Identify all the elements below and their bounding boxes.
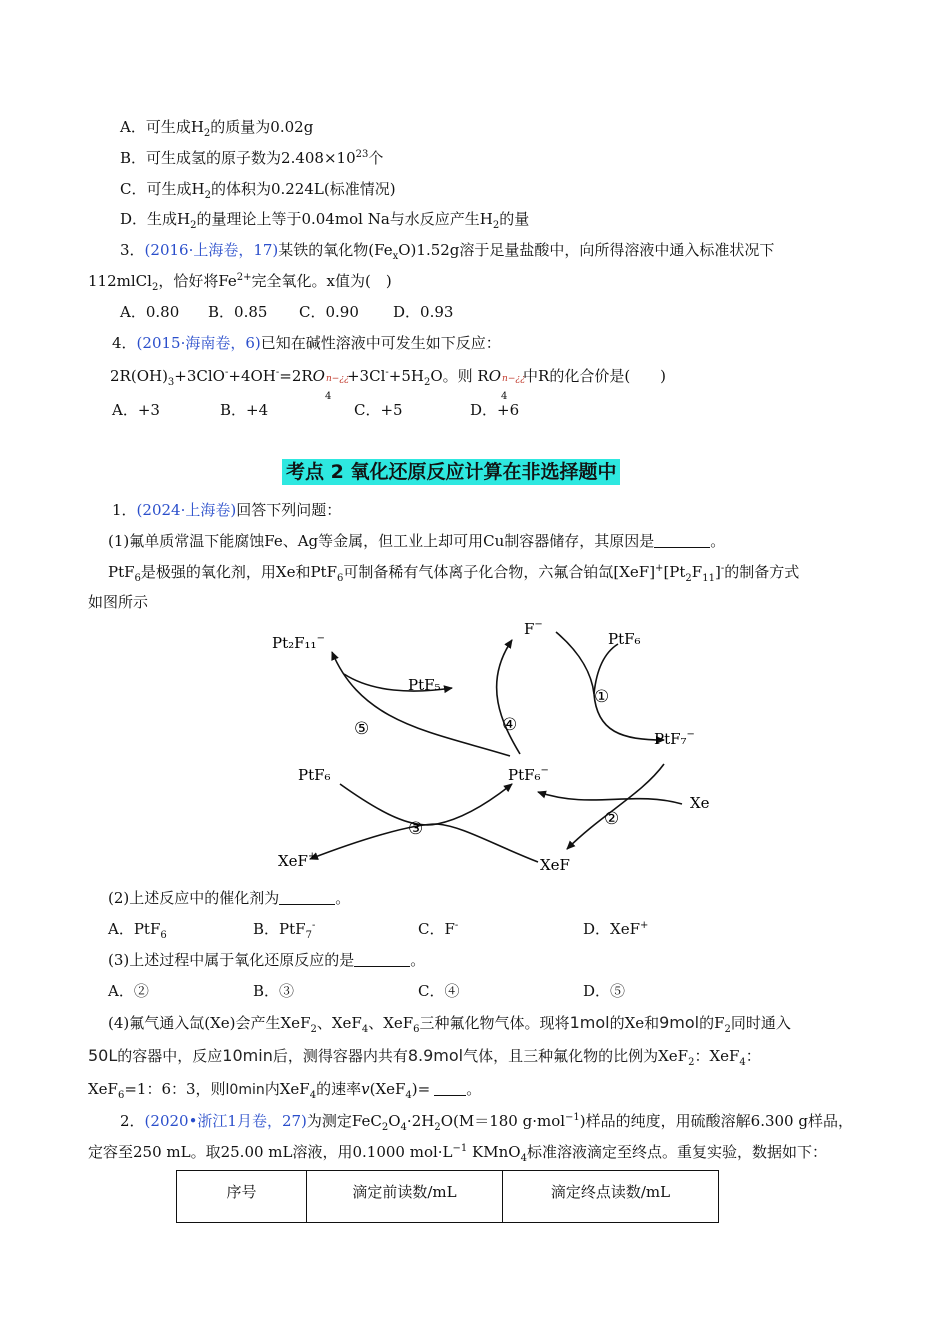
table-header-cell: 滴定终点读数/mL xyxy=(503,1171,719,1223)
arrow-4 xyxy=(497,640,520,754)
answer-blank[interactable] xyxy=(354,952,410,967)
label-circle-2: ② xyxy=(604,809,620,829)
label-pt2f11: Pt₂F₁₁− xyxy=(272,633,325,652)
label-ptf6-center: PtF₆− xyxy=(508,765,549,784)
problem-1-part-4-cont: 50L的容器中，反应10min后，测得容器内共有8.9mol气体，且三种氟化物的比例为XeF$_2$：XeF$_4$： xyxy=(88,1046,761,1068)
question-4: 4．(2015·海南卷，6)已知在碱性溶液中可发生如下反应： xyxy=(112,334,501,352)
arrow-2 xyxy=(538,792,682,804)
label-xef-plus: XeF+ xyxy=(278,851,317,870)
problem-1-intro-cont: 如图所示 xyxy=(88,593,149,611)
option-d: D．生成$H_2$的量理论上等于0.04mol Na与水反应产生$H_2$的量 xyxy=(120,210,530,231)
question-source: (2016·上海卷，17) xyxy=(144,241,279,259)
problem-1-part-4: (4)氟气通入氙(Xe)会产生XeF$_2$、XeF$_4$、XeF$_6$三种氟化物气体。现将1mol的Xe和9mol的$F_2$同时通入 xyxy=(108,1013,791,1035)
arrow-2-branch xyxy=(567,764,664,849)
reaction-cycle-diagram xyxy=(262,614,732,876)
label-ptf7: PtF₇− xyxy=(654,729,695,748)
problem-1-intro: PtF$_6$是极强的氧化剂，用Xe和PtF$_6$可制备稀有气体离子化合物，六氟合铂氙$[XeF]^+[Pt_2F_{11}]^-$的制备方式 xyxy=(108,563,800,584)
label-circle-3: ③ xyxy=(408,819,424,839)
label-ptf5: PtF₅ xyxy=(408,676,441,694)
problem-2-cont: 定容至250 mL。取25.00 mL溶液，用0.1000 $mol\cdot L^{-1}$ KMnO$_4$标准溶液滴定至终点。重复实验，数据如下： xyxy=(88,1143,827,1164)
label-xef: XeF xyxy=(540,856,570,874)
problem-1: 1．(2024·上海卷)回答下列问题： xyxy=(112,501,342,519)
answer-blank[interactable] xyxy=(279,890,335,905)
label-ptf6-top: PtF₆ xyxy=(608,630,641,648)
problem-1-part-3: (3)上述过程中属于氧化还原反应的是 。 xyxy=(108,951,426,969)
label-circle-5: ⑤ xyxy=(354,719,370,739)
question-source: (2024·上海卷) xyxy=(136,501,237,519)
label-f-minus: F− xyxy=(524,619,543,638)
label-ptf6-left: PtF₆ xyxy=(298,766,331,784)
section-heading: 考点 2 氧化还原反应计算在非选择题中 xyxy=(282,459,620,485)
question-3-cont: 112mlCl$_2$，恰好将$Fe^{2+}$完全氧化。x值为( ) xyxy=(88,272,392,293)
option-b: B．可生成氢的原子数为$2.408\times 10^{23}$个 xyxy=(120,149,384,167)
label-circle-1: ① xyxy=(594,687,610,707)
titration-table xyxy=(176,1170,719,1223)
label-xe: Xe xyxy=(690,794,710,812)
arrow-1-f xyxy=(556,632,594,694)
question-3: 3．(2016·上海卷，17)某铁的氧化物$(Fe_xO)1.52g$溶于足量盐酸中，向所得溶液中通入标准状况下 xyxy=(120,241,775,262)
question-4-equation: $2R(OH)_3+3ClO^-+4OH^-=2RO$ 4 n−¿¿ $+3Cl^-+5H_2O$。则 RO 4 n−¿¿ 中R的化合价是( ) xyxy=(110,367,667,402)
problem-1-part-2: (2)上述反应中的催化剂为 。 xyxy=(108,889,351,907)
arrow-3-top xyxy=(340,784,512,825)
answer-blank[interactable] xyxy=(654,533,710,548)
option-a: A．可生成$H_2$的质量为0.02g xyxy=(120,118,314,139)
label-circle-4: ④ xyxy=(502,715,518,735)
answer-blank[interactable] xyxy=(434,1081,466,1096)
question-source: (2015·海南卷，6) xyxy=(136,334,261,352)
table-header-cell: 序号 xyxy=(177,1171,307,1223)
question-source: (2020•浙江1月卷，27) xyxy=(144,1112,307,1130)
arrow-3-bottom xyxy=(310,824,538,862)
option-c: C．可生成$H_2$的体积为0.224L(标准情况) xyxy=(120,180,396,201)
table-header-cell: 滴定前读数/mL xyxy=(307,1171,503,1223)
problem-1-part-4-cont2: XeF$_6$=1：6：3，则l0min内XeF$_4$的速率v(XeF$_4$)= 。 xyxy=(88,1080,482,1101)
table-row xyxy=(177,1171,719,1223)
problem-1-part-1: (1)氟单质常温下能腐蚀Fe、Ag等金属，但工业上却可用Cu制容器储存，其原因是 。 xyxy=(108,532,726,550)
problem-2: 2．(2020•浙江1月卷，27)为测定$FeC_2O_4\cdot 2H_2O(M=180$ g·mol$^{-1}$)样品的纯度，用硫酸溶解6.300 g样品， xyxy=(120,1112,853,1133)
arrow-5 xyxy=(332,652,510,756)
